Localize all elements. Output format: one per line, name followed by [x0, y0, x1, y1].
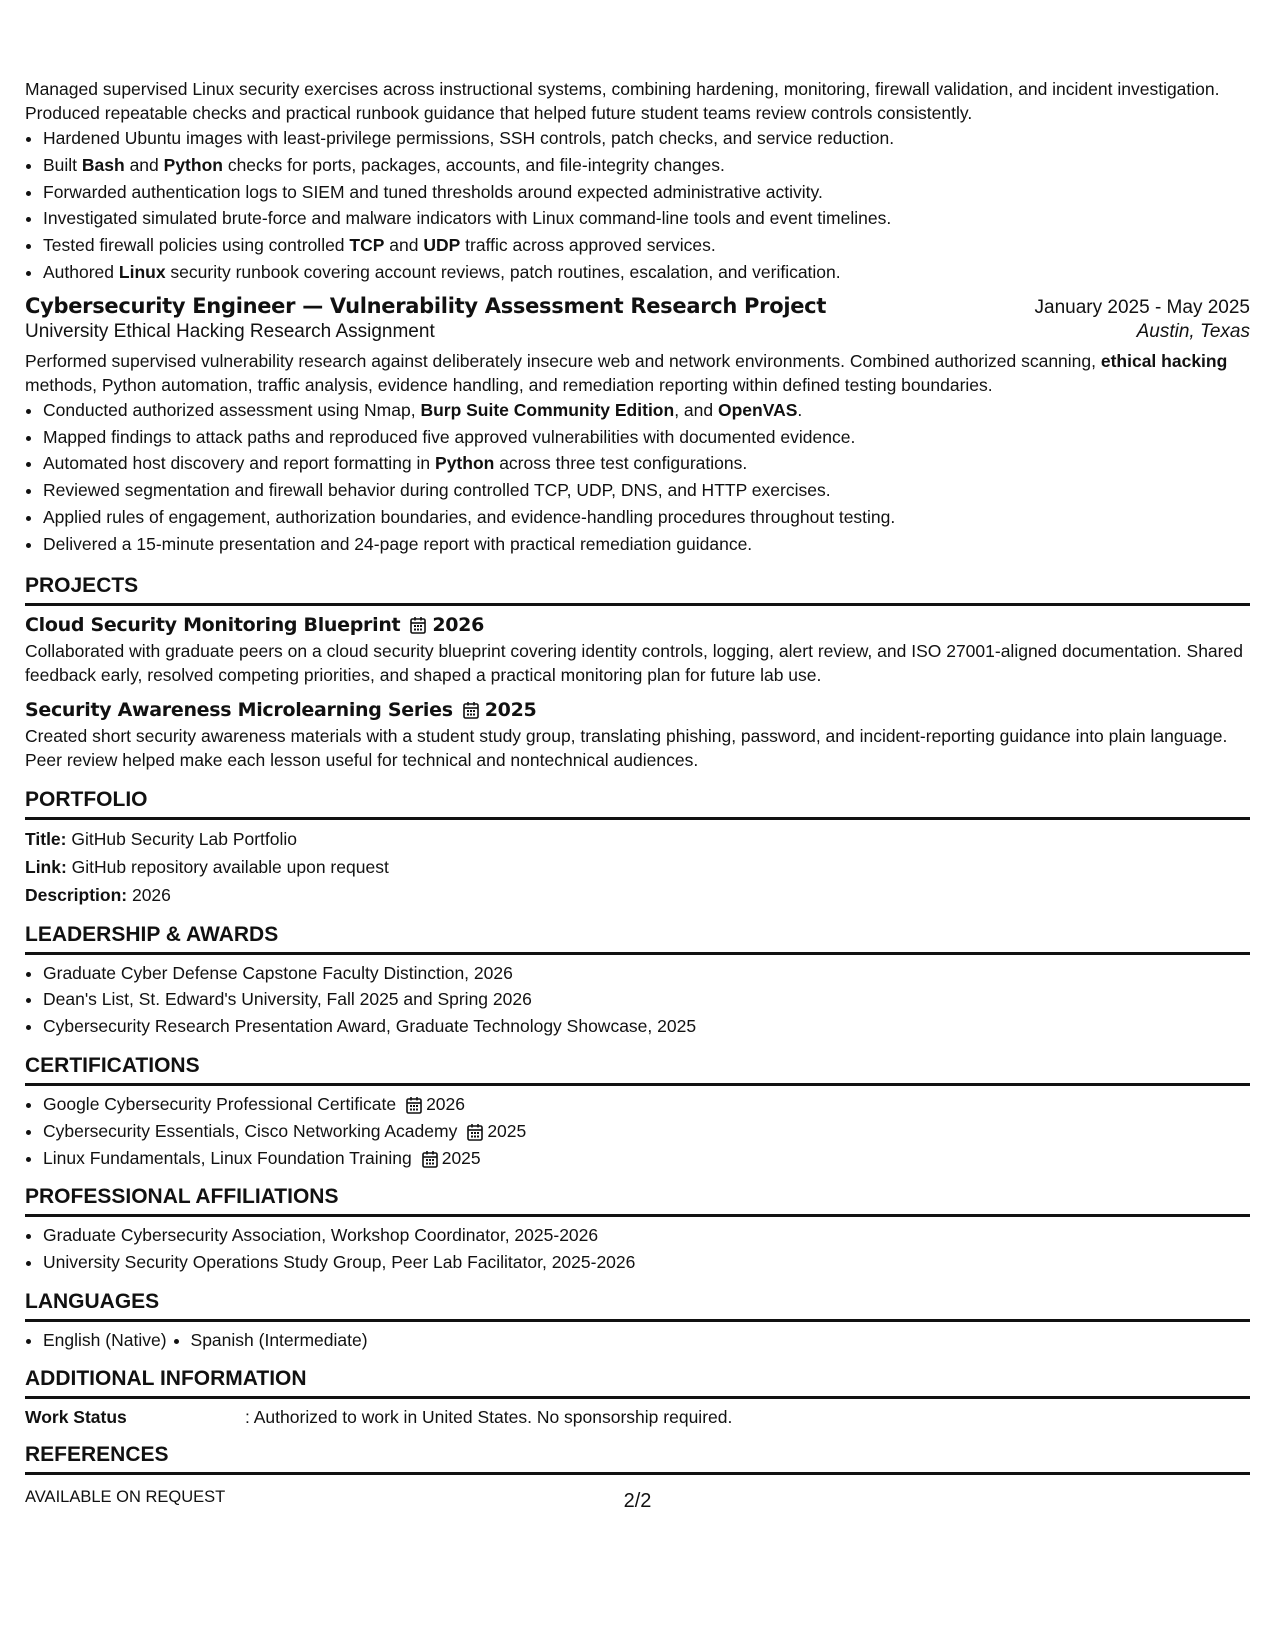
section-heading: CERTIFICATIONS — [25, 1052, 1250, 1086]
text: Built — [43, 154, 82, 175]
list-item: • Cybersecurity Research Presentation Award, Graduate Technology Showcase, 2025 — [43, 1013, 1250, 1040]
section-heading: REFERENCES — [25, 1441, 1250, 1475]
text: methods, Python automation, traffic analysis, evidence handling, and remediation reporting within defined testing boundaries. — [25, 374, 993, 395]
list-item: • English (Native) — [43, 1327, 167, 1353]
text: Authored — [43, 261, 119, 282]
text: and — [124, 154, 164, 175]
keyword: Python — [435, 453, 495, 474]
keyword: TCP — [349, 235, 385, 256]
bullet-item: • Investigated simulated brute-force and malware indicators with Linux command-line tools and event timelines. — [43, 205, 1250, 232]
keyword: Bash — [81, 154, 125, 175]
calendar-icon — [422, 1150, 438, 1168]
cert-name: Linux Fundamentals, Linux Foundation Training — [43, 1147, 412, 1168]
job-header — [25, 294, 1250, 319]
experience-summary: Managed supervised Linux security exercises across instructional systems, combining hardening, monitoring, firewall validation, and incident investigation. Produced repeatable checks and practical runbook guidance that helped future student teams review controls consistently. — [25, 79, 1220, 123]
experience-bullets — [25, 397, 1250, 558]
list-item: • University Security Operations Study Group, Peer Lab Facilitator, 2025-2026 — [43, 1249, 1250, 1276]
list-item: • Dean's List, St. Edward's University, Fall 2025 and Spring 2026 — [43, 986, 1250, 1013]
job-location: Austin, Texas — [1136, 320, 1250, 342]
value: GitHub repository available upon request — [66, 856, 389, 877]
text: security runbook covering account reviews, patch routines, escalation, and verification. — [165, 261, 841, 282]
text: traffic across approved services. — [460, 235, 716, 256]
project-year: 2026 — [432, 613, 485, 636]
certifications-list — [25, 1091, 1250, 1171]
keyword: OpenVAS — [717, 399, 798, 420]
leadership-section — [25, 921, 1250, 1040]
project-item — [25, 699, 1250, 772]
text: , and — [674, 399, 718, 420]
cert-year: 2025 — [441, 1147, 481, 1168]
bullet-item: • Forwarded authentication logs to SIEM and tuned thresholds around expected administrative activity. — [43, 179, 1250, 206]
cert-name: Cybersecurity Essentials, Cisco Networking Academy — [43, 1120, 458, 1141]
calendar-icon — [406, 1096, 422, 1114]
references-section — [25, 1441, 1250, 1475]
list-item — [43, 1091, 1250, 1118]
certifications-section — [25, 1052, 1250, 1171]
job-title: Cybersecurity Engineer — Vulnerability Assessment Research Project — [25, 293, 827, 318]
value: GitHub Security Lab Portfolio — [66, 828, 298, 849]
portfolio-link — [25, 853, 1250, 881]
work-status-value: : Authorized to work in United States. No sponsorship required. — [245, 1406, 733, 1427]
keyword: ethical hacking — [1100, 350, 1228, 371]
bullet-item: • Hardened Ubuntu images with least-privilege permissions, SSH controls, patch checks, and service reduction. — [43, 125, 1250, 152]
bullet-item: • Mapped findings to attack paths and reproduced five approved vulnerabilities with documented evidence. — [43, 424, 1250, 451]
work-status-label: Work Status — [25, 1406, 127, 1427]
bullet-item — [43, 397, 1250, 424]
section-heading: LEADERSHIP & AWARDS — [25, 921, 1250, 955]
text: Automated host discovery and report formatting in — [43, 453, 436, 474]
cert-name: Google Cybersecurity Professional Certificate — [43, 1093, 397, 1114]
cert-year: 2026 — [426, 1093, 466, 1114]
text: Tested firewall policies using controlled — [43, 235, 350, 256]
section-heading: PROJECTS — [25, 572, 1250, 606]
experience-linux-security — [25, 77, 1250, 286]
text: Performed supervised vulnerability research against deliberately insecure web and network environments. Combined authorized scanning, — [25, 350, 1101, 371]
project-item — [25, 614, 1250, 687]
page-number: 2/2 — [623, 1490, 652, 1512]
list-item — [43, 1145, 1250, 1172]
calendar-icon — [467, 1123, 483, 1141]
calendar-icon — [463, 701, 479, 719]
keyword: Python — [163, 154, 223, 175]
bullet-item — [43, 259, 1250, 286]
resume-page — [25, 77, 1250, 1475]
bullet-item: • Applied rules of engagement, authorization boundaries, and evidence-handling procedures throughout testing. — [43, 504, 1250, 531]
bullet-item — [43, 450, 1250, 477]
languages-list — [25, 1327, 1250, 1353]
languages-section — [25, 1288, 1250, 1353]
text: across three test configurations. — [494, 453, 748, 474]
project-description: Collaborated with graduate peers on a cloud security blueprint covering identity controls, logging, alert review, and ISO 27001-aligned documentation. Shared feedback early, resolved competing priorities, and shaped a practical monitoring plan for future lab use. — [25, 640, 1243, 685]
projects-section — [25, 572, 1250, 772]
label: Link: — [25, 856, 67, 877]
portfolio-title — [25, 825, 1250, 853]
keyword: Burp Suite Community Edition — [420, 399, 675, 420]
value: 2026 — [127, 884, 171, 905]
portfolio-section — [25, 786, 1250, 909]
experience-vulnerability-research — [25, 294, 1250, 558]
portfolio-details — [25, 825, 1250, 909]
leadership-list — [25, 960, 1250, 1040]
label: Description: — [25, 884, 128, 905]
bullet-item — [43, 152, 1250, 179]
affiliations-section — [25, 1183, 1250, 1276]
references-text: AVAILABLE ON REQUEST — [25, 1488, 226, 1506]
affiliations-list — [25, 1222, 1250, 1276]
job-dates: January 2025 - May 2025 — [1034, 296, 1250, 318]
job-subheader — [25, 321, 1250, 343]
bullet-item — [43, 232, 1250, 259]
text: . — [797, 399, 803, 420]
section-heading: ADDITIONAL INFORMATION — [25, 1365, 1250, 1399]
project-title: Cloud Security Monitoring Blueprint — [25, 613, 401, 636]
project-year: 2025 — [484, 698, 537, 721]
project-header — [25, 614, 1250, 636]
section-heading: PROFESSIONAL AFFILIATIONS — [25, 1183, 1250, 1217]
text: checks for ports, packages, accounts, and file-integrity changes. — [222, 154, 725, 175]
keyword: Linux — [118, 261, 166, 282]
list-item: • Graduate Cyber Defense Capstone Faculty Distinction, 2026 — [43, 960, 1250, 987]
calendar-icon — [410, 616, 426, 634]
cert-year: 2025 — [487, 1120, 527, 1141]
experience-summary — [25, 349, 1250, 397]
job-organization: University Ethical Hacking Research Assignment — [25, 320, 435, 342]
list-item — [43, 1118, 1250, 1145]
additional-info-section — [25, 1365, 1250, 1429]
section-heading: PORTFOLIO — [25, 786, 1250, 820]
bullet-item: • Reviewed segmentation and firewall behavior during controlled TCP, UDP, DNS, and HTTP exercises. — [43, 477, 1250, 504]
section-heading: LANGUAGES — [25, 1288, 1250, 1322]
list-item: • Spanish (Intermediate) — [191, 1327, 368, 1353]
project-header — [25, 699, 1250, 721]
experience-bullets — [25, 125, 1250, 286]
project-title: Security Awareness Microlearning Series — [25, 698, 453, 721]
list-item: • Graduate Cybersecurity Association, Workshop Coordinator, 2025-2026 — [43, 1222, 1250, 1249]
label: Title: — [25, 828, 67, 849]
project-description: Created short security awareness materials with a student study group, translating phishing, password, and incident-reporting guidance into plain language. Peer review helped make each lesson useful for technical and nontechnical audiences. — [25, 725, 1228, 770]
portfolio-description — [25, 881, 1250, 909]
text: Conducted authorized assessment using Nmap, — [43, 399, 421, 420]
work-status-row — [25, 1405, 1250, 1429]
keyword: UDP — [423, 235, 461, 256]
text: and — [384, 235, 424, 256]
bullet-item: • Delivered a 15-minute presentation and 24-page report with practical remediation guidance. — [43, 531, 1250, 558]
